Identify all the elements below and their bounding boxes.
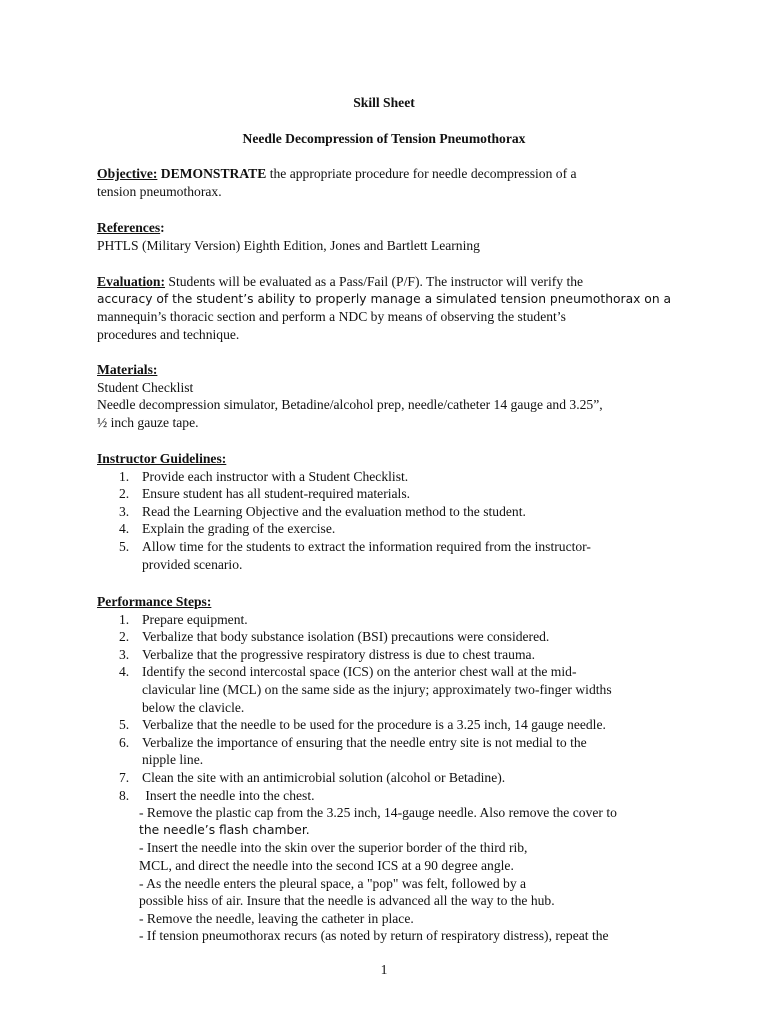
list-item: 4. Identify the second intercostal space (ICS) on the anterior chest wall at the mid- clavicular line (MCL) on the same side as the injury; approximately two-finger widths below the clavicle. bbox=[119, 664, 612, 715]
list-item: 5. Allow time for the students to extract the information required from the instructor- provided scenario. bbox=[119, 538, 591, 572]
instructor-guidelines-section bbox=[97, 450, 697, 573]
references-section bbox=[97, 219, 697, 254]
objective-text: the appropriate procedure for needle decompression of a bbox=[269, 166, 577, 181]
list-item: 5. Verbalize that the needle to be used for the procedure is a 3.25 inch, 14 gauge needle. bbox=[119, 717, 606, 733]
substep-line: - Remove the needle, leaving the catheter in place. bbox=[139, 910, 414, 926]
substep-line: - As the needle enters the pleural space, a "pop" was felt, followed by a bbox=[139, 875, 527, 891]
list-item: 3. Read the Learning Objective and the evaluation method to the student. bbox=[119, 503, 526, 519]
evaluation-label: Evaluation: bbox=[97, 274, 165, 289]
performance-steps-label: Performance Steps: bbox=[97, 594, 212, 609]
materials-line-2: Needle decompression simulator, Betadine/alcohol prep, needle/catheter 14 gauge and 3.25”, bbox=[97, 397, 603, 413]
references-label: References bbox=[97, 220, 161, 235]
list-item: 6. Verbalize the importance of ensuring that the needle entry site is not medial to the nipple line. bbox=[119, 734, 587, 768]
list-item: 1. Prepare equipment. bbox=[119, 611, 248, 627]
materials-label: Materials: bbox=[97, 362, 158, 377]
instructor-guidelines-list bbox=[97, 468, 697, 574]
list-item: 2. Verbalize that body substance isolation (BSI) precautions were considered. bbox=[119, 629, 550, 645]
evaluation-text-1: Students will be evaluated as a Pass/Fail (P/F). The instructor will verify the bbox=[168, 274, 584, 289]
list-item: 3. Verbalize that the progressive respiratory distress is due to chest trauma. bbox=[119, 646, 535, 662]
objective-line-1 bbox=[97, 165, 697, 183]
list-item: 4. Explain the grading of the exercise. bbox=[119, 521, 336, 537]
objective-line-2: tension pneumothorax. bbox=[97, 183, 222, 199]
evaluation-line-3: mannequin’s thoracic section and perform a NDC by means of observing the student’s bbox=[97, 309, 566, 325]
evaluation-line-1 bbox=[97, 273, 697, 291]
substep-line: the needle’s flash chamber. bbox=[139, 822, 310, 837]
references-text: PHTLS (Military Version) Eighth Edition, Jones and Bartlett Learning bbox=[97, 237, 480, 253]
substep-line: MCL, and direct the needle into the second ICS at a 90 degree angle. bbox=[139, 857, 514, 873]
objective-keyword: DEMONSTRATE bbox=[160, 166, 267, 181]
document-title: Skill Sheet bbox=[353, 95, 415, 110]
performance-steps-section bbox=[97, 593, 697, 945]
references-heading bbox=[97, 219, 697, 237]
evaluation-line-4: procedures and technique. bbox=[97, 326, 240, 342]
objective-label: Objective: bbox=[97, 166, 158, 181]
materials-line-3: ½ inch gauze tape. bbox=[97, 414, 199, 430]
substep-line: possible hiss of air. Insure that the needle is advanced all the way to the hub. bbox=[139, 893, 555, 909]
list-item: 1. Provide each instructor with a Student Checklist. bbox=[119, 468, 409, 484]
materials-line-1: Student Checklist bbox=[97, 379, 194, 395]
document-subtitle: Needle Decompression of Tension Pneumothorax bbox=[242, 131, 526, 146]
substep-line: - If tension pneumothorax recurs (as noted by return of respiratory distress), repeat the bbox=[139, 928, 609, 944]
references-colon: : bbox=[160, 220, 165, 235]
materials-section bbox=[97, 361, 697, 431]
objective-section bbox=[97, 165, 697, 200]
substep-line: - Insert the needle into the skin over the superior border of the third rib, bbox=[139, 840, 528, 856]
substep-line: - Remove the plastic cap from the 3.25 inch, 14-gauge needle. Also remove the cover to bbox=[139, 805, 617, 821]
instructor-guidelines-label: Instructor Guidelines: bbox=[97, 451, 227, 466]
list-item: 2. Ensure student has all student-required materials. bbox=[119, 486, 411, 502]
evaluation-section bbox=[97, 273, 697, 343]
substeps bbox=[97, 804, 697, 945]
evaluation-line-2: accuracy of the student’s ability to properly manage a simulated tension pneumothorax on a bbox=[97, 291, 672, 306]
list-item: 7. Clean the site with an antimicrobial solution (alcohol or Betadine). bbox=[119, 769, 506, 785]
performance-steps-list bbox=[97, 611, 697, 805]
page-number: 1 bbox=[380, 962, 388, 977]
list-item: 8. Insert the needle into the chest. bbox=[119, 787, 315, 803]
